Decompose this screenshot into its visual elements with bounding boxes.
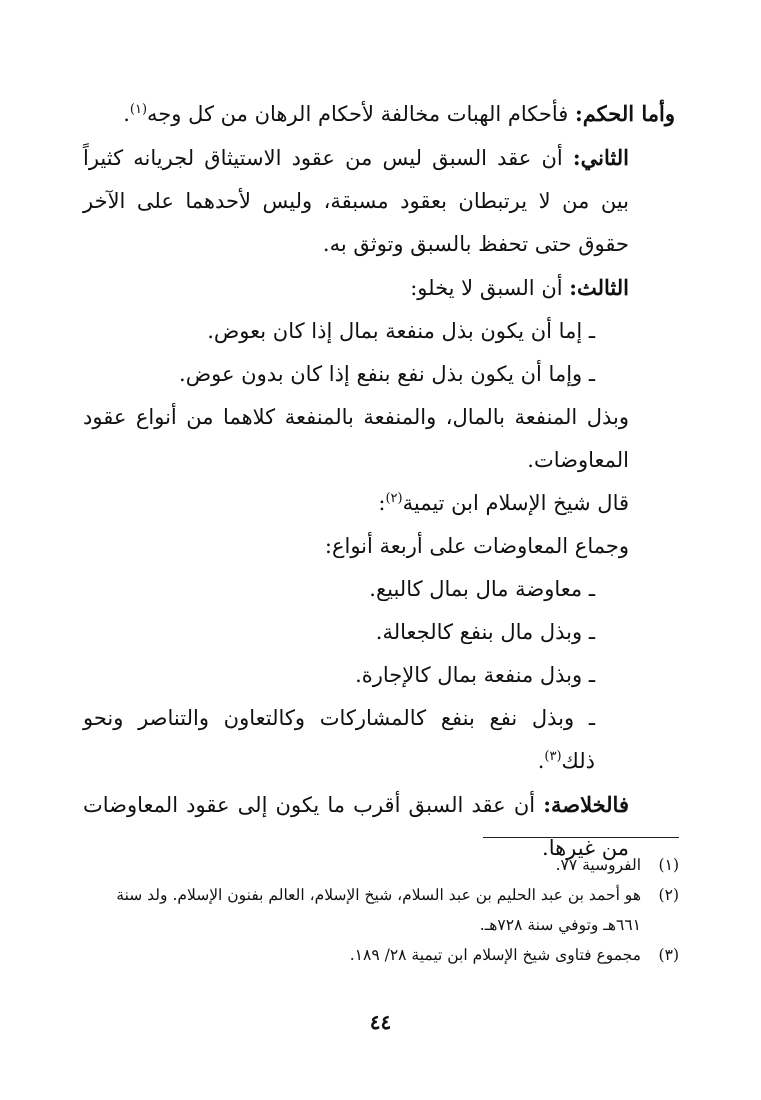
list-item: ـ وإما أن يكون بذل نفع بنفع إذا كان بدون عوض.: [179, 362, 595, 386]
footnote: [79, 850, 679, 880]
paragraph-heading: الثاني:: [572, 145, 629, 170]
footnote-number: (٢): [658, 886, 679, 904]
footnote-ref: (١): [129, 102, 148, 117]
paragraph-text: فأحكام الهبات مخالفة لأحكام الرهان من كل وجه: [147, 102, 575, 126]
paragraph-exchange: وبذل المنفعة بالمال، والمنفعة بالمنفعة كلاهما من أنواع عقود المعاوضات.: [83, 405, 629, 472]
list-item-text: ـ وبذل نفع بنفع كالمشاركات وكالتعاون والتناصر ونحو ذلك: [83, 706, 595, 773]
paragraph-ruling: [83, 92, 675, 136]
paragraph-quote-intro: [83, 482, 675, 525]
list-item: ـ معاوضة مال بمال كالبيع.: [369, 577, 595, 601]
page-number: ٤٤: [369, 1010, 392, 1034]
footnote-divider: [483, 837, 679, 838]
list-item: ـ إما أن يكون بذل منفعة بمال إذا كان بعوض.: [207, 319, 595, 343]
footnote: [79, 880, 679, 940]
list-item: ـ وبذل منفعة بمال كالإجارة.: [355, 663, 595, 687]
paragraph-four-types: وجماع المعاوضات على أربعة أنواع:: [324, 534, 629, 558]
punctuation: .: [123, 102, 130, 126]
paragraph-text: أن السبق لا يخلو:: [410, 276, 570, 300]
paragraph-second: [83, 136, 675, 266]
list-item: ـ وبذل مال بنفع كالجعالة.: [375, 620, 595, 644]
paragraph-heading: فالخلاصة:: [543, 792, 629, 817]
footnote-ref: (٢): [385, 491, 403, 506]
punctuation: :: [378, 491, 386, 515]
paragraph-text: أن عقد السبق أقرب ما يكون إلى عقود المعاوضات من غيرها.: [83, 793, 629, 860]
footnote-ref: (٣): [544, 749, 562, 764]
paragraph-heading: الثالث:: [569, 275, 629, 300]
footnote-number: (١): [658, 856, 679, 874]
footnote: [79, 940, 679, 970]
list-item: [83, 697, 675, 783]
paragraph-text: قال شيخ الإسلام ابن تيمية: [402, 491, 629, 515]
paragraph-third: [83, 266, 675, 310]
paragraph-heading: وأما الحكم:: [574, 101, 675, 126]
footnote-text: الفروسية ٧٧.: [555, 856, 641, 874]
footnote-text: هو أحمد بن عبد الحليم بن عبد السلام، شيخ الإسلام، العالم بفنون الإسلام. ولد سنة ٦٦١هـ وتوفي سنة ٧٢٨هـ.: [116, 886, 641, 934]
paragraph-text: أن عقد السبق ليس من عقود الاستيثاق لجريانه كثيراً بين من لا يرتبطان بعقود مسبقة، وليس لأحدهما على الآخر حقوق حتى تحفظ بالسبق وتوثق به.: [83, 146, 629, 256]
footnote-number: (٣): [658, 946, 679, 964]
footnote-text: مجموع فتاوى شيخ الإسلام ابن تيمية ٢٨/ ١٨٩.: [349, 946, 641, 964]
punctuation: .: [537, 749, 545, 773]
body-text: [83, 92, 675, 870]
footnotes: [79, 850, 679, 970]
